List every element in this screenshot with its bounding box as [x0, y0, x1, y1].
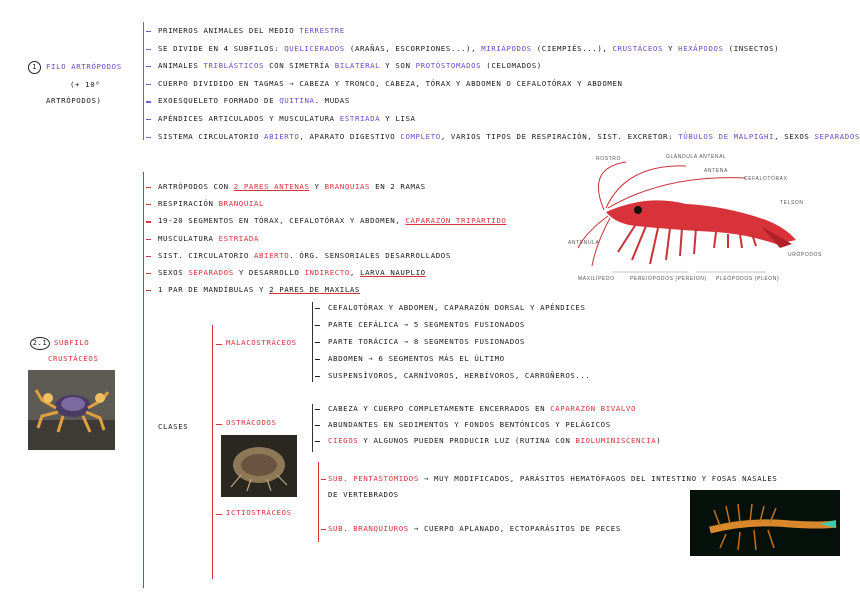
section2-bullet-bullet-mark — [146, 204, 151, 205]
malacostraca-item-bullet-mark — [315, 359, 320, 360]
section1-bullet-line — [158, 26, 345, 36]
label-maxilipedo: Maxilípedo — [578, 276, 615, 282]
label-telson: Telson — [780, 200, 804, 206]
section1-bullet-bullet-mark — [146, 66, 151, 67]
section1-bullet-bullet-mark — [146, 84, 151, 85]
ostracoda-label: OSTRÁCODOS — [226, 418, 277, 427]
ichthyostraca-item-bullet-mark — [321, 529, 326, 530]
section1-bullet-text: EXOESQUELETO FORMADO DE — [158, 96, 280, 106]
section1-bullet-bullet-mark — [146, 119, 151, 120]
malacostraca-item-text: PARTE CEFÁLICA → 5 SEGMENTOS FUSIONADOS — [328, 320, 525, 329]
section1-bullet-line — [158, 79, 623, 89]
ostracoda-item-text: CABEZA Y CUERPO COMPLETAMENTE ENCERRADOS EN — [328, 404, 551, 413]
section2-bullet-text: ABIERTO — [253, 250, 290, 260]
ichthyostraca-label: ICTIOSTRÁCEOS — [226, 508, 292, 517]
section1-bullet-text: TÚBULOS DE MALPIGHI — [678, 131, 775, 141]
section1-bullet-line — [158, 132, 860, 142]
ichthyostraca-item-text: SUB. PENTASTÓMIDOS — [328, 474, 419, 483]
section1-bullet-text: BILATERAL — [334, 61, 381, 71]
section2-bullet-text: SEXOS — [158, 268, 189, 277]
malacostraca-item-bullet-mark — [315, 342, 320, 343]
section1-bullet-bullet-mark — [146, 31, 151, 32]
section2-bullet-text: SEPARADOS — [188, 268, 234, 277]
section1-subtitle: (+ 10⁶ — [70, 80, 101, 89]
section1-bracket — [143, 22, 144, 140]
section1-bullet-text: COMPLETO — [400, 131, 441, 141]
malacostraca-item-text: CEFALOTÓRAX Y ABDOMEN, CAPARAZÓN DORSAL Y APÉNDICES — [328, 303, 586, 312]
malacostraca-item-bullet-mark — [315, 325, 320, 326]
branchiuran-photo — [690, 490, 840, 556]
section2-bullet-text: 2 PARES DE MAXILAS — [269, 285, 360, 295]
section2-bullet-bullet-mark — [146, 256, 151, 257]
ostracoda-item-text: BIOLUMINISCENCIA — [575, 436, 657, 445]
section2-bullet-text: RESPIRACIÓN — [158, 199, 219, 209]
section1-bullet-text: SISTEMA CIRCULATORIO — [158, 131, 265, 141]
section1-bullet-text: (INSECTOS) — [723, 43, 780, 53]
section1-bullet-text: QUITINA — [279, 96, 315, 106]
ostracoda-item-line — [328, 404, 636, 414]
section2-bullet-text: Y DESARROLLO — [233, 268, 305, 277]
ichthyostraca-item-line — [328, 474, 777, 484]
section2-bullet-text: CAPARAZÓN TRIPARTIDO — [405, 216, 507, 226]
section1-number-circle — [28, 61, 41, 74]
label-glandula: Glándula antenal — [666, 154, 727, 160]
section2-subtitle: CRUSTÁCEOS — [48, 354, 99, 363]
section1-bullet-text: TERRESTRE — [299, 26, 345, 35]
section1-bullet-text: ABIERTO — [264, 131, 300, 141]
section2-bullet-bullet-mark — [146, 221, 151, 222]
section1-subtitle-2: ARTRÓPODOS) — [46, 96, 102, 105]
section2-number: 2.1 — [32, 339, 48, 347]
section1-bullet-text: CRUSTÁCEOS — [612, 43, 663, 53]
section2-bullet-text: LARVA NAUPLIO — [360, 268, 426, 277]
section2-bullet-line — [158, 182, 426, 192]
ichthyostraca-item-text: → CUERPO APLANADO, ECTOPARÁSITOS DE PECES — [408, 524, 621, 533]
section1-bullet-text: (CELOMADOS) — [481, 61, 542, 71]
ichthyostraca-item-text: DE VERTEBRADOS — [328, 490, 399, 499]
section2-bullet-text: EN 2 RAMAS — [370, 182, 426, 191]
section1-bullet-bullet-mark — [146, 101, 151, 102]
section2-bullet-text: Y — [309, 182, 325, 191]
section1-bullet-text: PROTÓSTOMADOS — [415, 61, 482, 71]
ichthyostraca-item-line — [328, 490, 399, 500]
ostracoda-item-text: ABUNDANTES EN SEDIMENTOS Y FONDOS BENTÓNICOS Y PELÁGICOS — [328, 420, 611, 429]
malacostraca-item-text: PARTE TORÁCICA → 8 SEGMENTOS FUSIONADOS — [328, 337, 525, 346]
ostracoda-bracket — [312, 404, 313, 452]
malacostraca-item-line — [328, 320, 525, 330]
label-antenula: Anténula — [568, 240, 600, 246]
section2-bullet-text: ESTRIADA — [218, 233, 260, 243]
ichthyostraca-item-text: → MUY MODIFICADOS, PARÁSITOS HEMATÓFAGOS DEL INTESTINO Y FOSAS NASALES — [418, 474, 778, 483]
shrimp-diagram — [566, 148, 824, 290]
section1-bullet-text: . MUDAS — [314, 96, 350, 106]
section1-bullet-text: , APARATO DIGESTIVO — [299, 131, 401, 141]
section1-bullet-text: (CIEMPIÉS...), — [531, 43, 613, 53]
section1-bullet-text: , VARIOS TIPOS DE RESPIRACIÓN, SIST. EXCRETOR: — [440, 131, 679, 141]
label-rostro: Rostro — [596, 156, 621, 162]
section2-bullet-text: 2 PARES ANTENAS — [233, 182, 310, 191]
label-pereiopodos: Pereiópodos (Pereion) — [630, 276, 707, 282]
malacostraca-dash — [216, 344, 222, 345]
label-pleopodos: Pleópodos (Pleon) — [716, 276, 780, 282]
section1-bullet-text: SE DIVIDE EN 4 SUBFILOS: — [158, 43, 285, 53]
malacostraca-item-bullet-mark — [315, 376, 320, 377]
classes-bracket — [212, 325, 213, 579]
section2-bullet-text: BRANQUIAL — [218, 199, 265, 209]
malacostraca-item-line — [328, 354, 505, 364]
malacostraca-item-line — [328, 303, 586, 313]
classes-label: CLASES — [158, 422, 189, 431]
section2-bullet-text: 19-20 SEGMENTOS EN TÓRAX, CEFALOTÓRAX Y ABDOMEN, — [158, 216, 406, 226]
section1-bullet-bullet-mark — [146, 49, 151, 50]
ostracoda-item-bullet-mark — [315, 409, 320, 410]
section2-bullet-text: SIST. CIRCULATORIO — [158, 250, 254, 260]
section2-title: SUBFILO — [54, 338, 90, 347]
section2-bullet-text: MUSCULATURA — [158, 233, 219, 243]
section2-bullet-line — [158, 234, 259, 244]
section1-bullet-text: ESTRIADA — [339, 114, 381, 123]
section1-bullet-text: (ARAÑAS, ESCORPIONES...), — [344, 43, 482, 53]
ostracoda-item-line — [328, 420, 611, 430]
ostracoda-item-line — [328, 436, 661, 446]
ichthyostraca-bracket — [318, 462, 319, 542]
section2-bullet-bullet-mark — [146, 187, 151, 188]
section2-bullet-bullet-mark — [146, 290, 151, 291]
malacostraca-item-text: ABDOMEN → 6 SEGMENTOS MÁS EL ÚLTIMO — [328, 354, 505, 363]
malacostraca-item-text: SUSPENSÍVOROS, CARNÍVOROS, HERBÍVOROS, CARROÑEROS... — [328, 371, 591, 380]
malacostraca-item-line — [328, 371, 591, 381]
section1-bullet-text: Y — [663, 43, 679, 53]
malacostraca-label: MALACOSTRÁCEOS — [226, 338, 297, 347]
section1-bullet-text: QUELICERADOS — [284, 43, 345, 53]
section1-title: FILO ARTRÓPODOS — [46, 62, 122, 71]
ichthyostraca-item-line — [328, 524, 621, 534]
label-antena: Antena — [704, 168, 728, 174]
section1-bullet-text: Y LISA — [380, 114, 416, 123]
section1-bullet-bullet-mark — [146, 137, 151, 138]
section1-bullet-line — [158, 96, 350, 106]
section1-bullet-text: ANIMALES — [158, 61, 204, 71]
ostracoda-item-text: Y ALGUNOS PUEDEN PRODUCIR LUZ (RUTINA CON — [358, 436, 576, 445]
section2-bullet-bullet-mark — [146, 239, 151, 240]
section1-bullet-text: CON SIMETRÍA — [264, 61, 335, 71]
section1-bullet-text: Y SON — [380, 61, 416, 71]
section1-bullet-text: APÉNDICES ARTICULADOS Y MUSCULATURA — [158, 114, 340, 123]
section2-bullet-text: , — [349, 268, 361, 277]
label-uropodos: Urópodos — [788, 252, 822, 258]
ostracoda-item-text: CAPARAZÓN BIVALVO — [550, 404, 637, 413]
malacostraca-item-bullet-mark — [315, 308, 320, 309]
section2-number-circle — [30, 337, 50, 350]
section2-bullet-line — [158, 251, 451, 261]
section2-bullet-line — [158, 285, 360, 295]
section1-number: 1 — [32, 63, 37, 71]
label-cefalotorax: Cefalotórax — [744, 176, 788, 182]
section2-bracket — [143, 172, 144, 588]
section1-bullet-text: CUERPO DIVIDIDO EN TAGMAS → CABEZA Y TRONCO, CABEZA, TÓRAX Y ABDOMEN O CEFALOTÓRAX Y ABDOMEN — [158, 78, 623, 88]
section2-bullet-text: INDIRECTO — [304, 268, 350, 277]
section1-bullet-text: PRIMEROS ANIMALES DEL MEDIO — [158, 26, 300, 35]
section1-bullet-text: SEPARADOS — [814, 131, 860, 141]
ichthyostraca-dash — [216, 514, 222, 515]
section2-bullet-line — [158, 199, 264, 209]
section2-bullet-text: . ÓRG. SENSORIALES DESARROLLADOS — [289, 250, 451, 260]
section2-bullet-line — [158, 268, 426, 278]
section1-bullet-text: MIRIÁPODOS — [481, 43, 532, 53]
section1-bullet-text: HEXÁPODOS — [678, 43, 724, 53]
ostracod-photo — [221, 435, 297, 497]
section2-bullet-text: BRANQUIAS — [324, 182, 371, 191]
section2-bullet-line — [158, 216, 506, 226]
section1-bullet-line — [158, 61, 542, 71]
section1-bullet-line — [158, 44, 779, 54]
ostracoda-item-text: CIEGOS — [328, 436, 359, 445]
crab-photo — [28, 370, 115, 450]
ichthyostraca-item-bullet-mark — [321, 479, 326, 480]
ostracoda-item-bullet-mark — [315, 441, 320, 442]
ichthyostraca-item-text: SUB. BRANQUIUROS — [328, 524, 409, 533]
section1-bullet-line — [158, 114, 416, 124]
section1-bullet-text: , SEXOS — [774, 131, 815, 141]
section2-bullet-text: 1 PAR DE MANDÍBULAS Y — [158, 285, 270, 295]
malacostraca-item-line — [328, 337, 525, 347]
section1-bullet-text: TRIBLÁSTICOS — [203, 61, 265, 71]
section2-bullet-text: ARTRÓPODOS CON — [158, 182, 234, 191]
ostracoda-item-text: ) — [656, 436, 662, 445]
malacostraca-bracket — [312, 302, 313, 382]
ostracoda-item-bullet-mark — [315, 425, 320, 426]
section2-bullet-bullet-mark — [146, 273, 151, 274]
ostracoda-dash — [216, 424, 222, 425]
